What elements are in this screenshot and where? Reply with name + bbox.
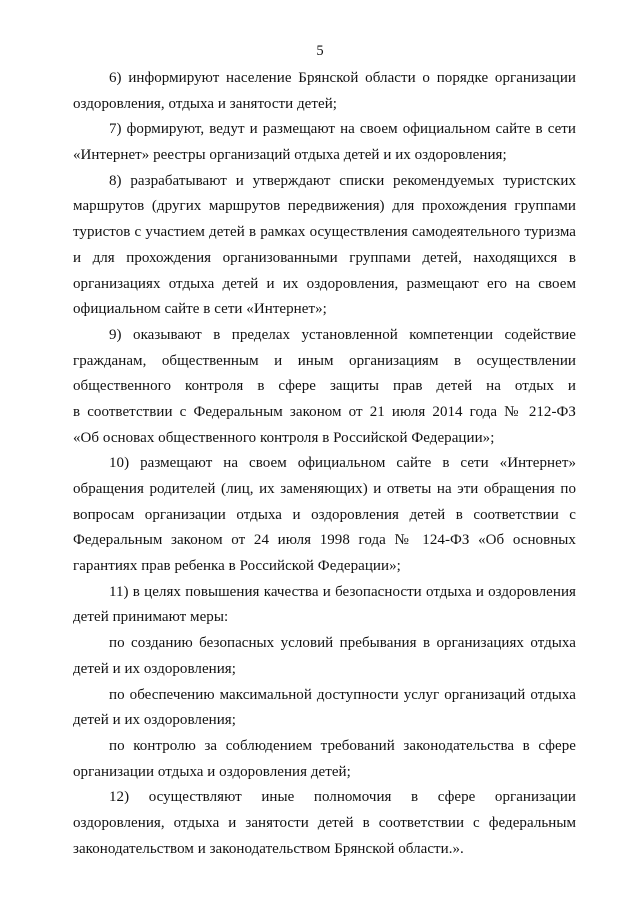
page-number: 5 bbox=[316, 43, 324, 59]
text-line: по созданию безопасных условий пребывания в организациях отдыха bbox=[109, 635, 576, 652]
text-line: общественного контроля в сфере защиты прав детей на отдых и bbox=[73, 378, 576, 395]
text-line: 6) информируют население Брянской области о порядке организации bbox=[109, 70, 576, 86]
text-line: и для прохождения организованными группами детей, находящихся в bbox=[73, 249, 576, 266]
document-body bbox=[73, 66, 576, 862]
text-line: 10) размещают на своем официальном сайте в сети «Интернет» bbox=[109, 455, 576, 472]
text-line: «Интернет» реестры организаций отдыха детей и их оздоровления; bbox=[73, 147, 507, 164]
text-line: обращения родителей (лиц, их заменяющих) и ответы на эти обращения по bbox=[73, 481, 576, 497]
text-line: в соответствии с Федеральным законом от 21 июля 2014 года № 212-ФЗ bbox=[73, 403, 576, 420]
text-line: вопросам организации отдыха и оздоровления детей в соответствии с bbox=[73, 506, 576, 523]
text-line: законодательством и законодательством Брянской области.». bbox=[73, 840, 464, 857]
text-line: официальном сайте в сети «Интернет»; bbox=[73, 301, 327, 318]
text-line: детей и их оздоровления; bbox=[73, 712, 236, 729]
text-line: гражданам, общественным и иным организациям в осуществлении bbox=[73, 352, 576, 369]
text-line: 9) оказывают в пределах установленной компетенции содействие bbox=[109, 326, 576, 343]
text-line: по обеспечению максимальной доступности услуг организаций отдыха bbox=[109, 686, 576, 703]
text-line: детей принимают меры: bbox=[73, 609, 229, 626]
text-line: детей и их оздоровления; bbox=[73, 660, 236, 677]
text-line: туристов с участием детей в рамках осуществления самодеятельного туризма bbox=[73, 224, 576, 241]
text-line: 11) в целях повышения качества и безопасности отдыха и оздоровления bbox=[109, 583, 576, 600]
text-line: по контролю за соблюдением требований законодательства в сфере bbox=[109, 737, 576, 754]
text-line: 12) осуществляют иные полномочия в сфере организации bbox=[109, 789, 576, 806]
text-line: маршрутов (других маршрутов передвижения) для прохождения группами bbox=[73, 198, 576, 215]
text-line: оздоровления, отдыха и занятости детей; bbox=[73, 95, 338, 112]
text-line: Федеральным законом от 24 июля 1998 года № 124-ФЗ «Об основных bbox=[73, 532, 576, 549]
text-line: организациях отдыха детей и их оздоровления, размещают его на своем bbox=[73, 275, 576, 292]
text-line: оздоровления, отдыха и занятости детей в соответствии с федеральным bbox=[73, 814, 576, 831]
text-line: 8) разрабатывают и утверждают списки рекомендуемых туристских bbox=[109, 172, 576, 189]
text-line: гарантиях прав ребенка в Российской Федерации»; bbox=[73, 558, 401, 575]
text-line: организации отдыха и оздоровления детей; bbox=[73, 763, 351, 780]
text-line: «Об основах общественного контроля в Российской Федерации»; bbox=[73, 429, 495, 446]
text-line: 7) формируют, ведут и размещают на своем официальном сайте в сети bbox=[109, 121, 576, 138]
